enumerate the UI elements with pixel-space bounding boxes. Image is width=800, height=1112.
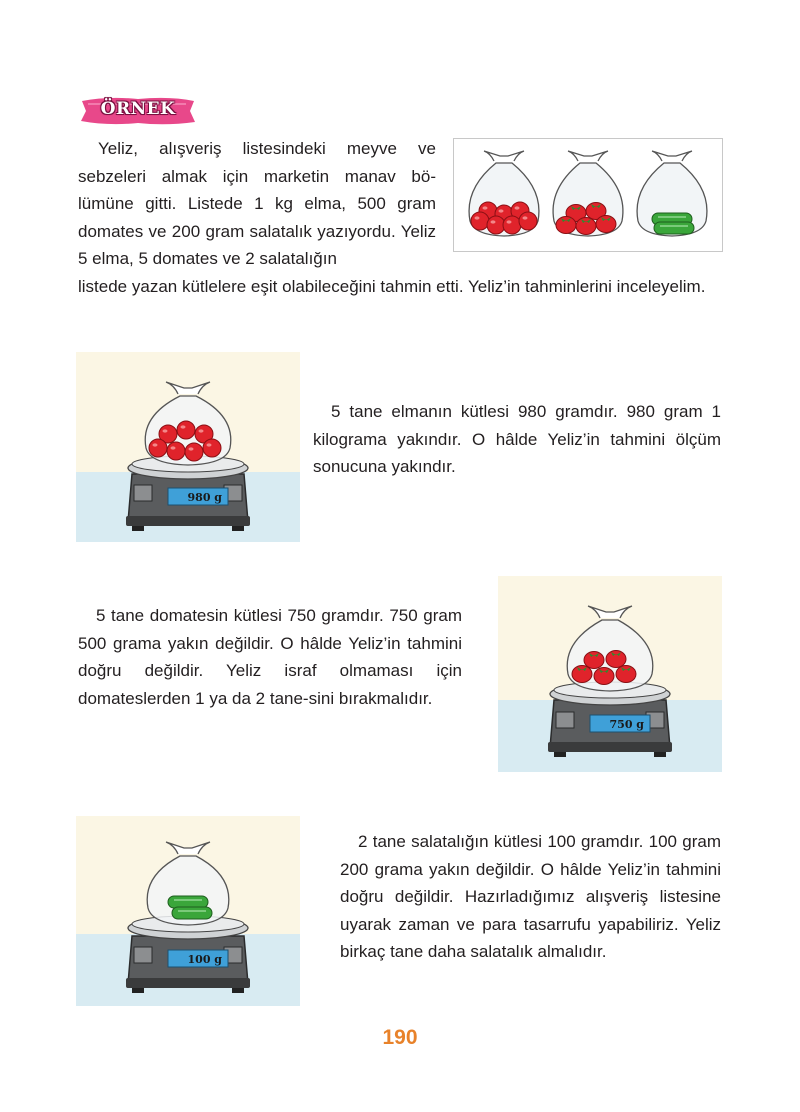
apple-scale-scene	[76, 352, 300, 542]
intro-line: domates ve 200 gram salatalık yazıyordu.	[78, 221, 396, 241]
intro-line: Yeliz 5 elma, 5 domates ve 2 salatalığın	[78, 221, 436, 268]
tomato-explanation: 5 tane domatesin kütlesi 750 gramdır. 750 gram 500 grama yakın değildir. O hâlde Yeliz’in tahmini doğru değildir. Yeliz israf olmaması için domateslerden 1 ya da 2 tane-sini bırakmalıdır.	[78, 606, 462, 708]
page-number: 190	[382, 1026, 418, 1049]
produce-bags-illustration	[453, 138, 723, 252]
tomato-scale-scene	[498, 576, 722, 772]
apple-explanation: 5 tane elmanın kütlesi 980 gramdır. 980 gram 1 kilograma yakındır. O hâlde Yeliz’in tahmini ölçüm sonucuna yakındır.	[313, 402, 721, 476]
cucumber-scale-scene	[76, 816, 300, 1006]
tomato-bag-icon	[553, 151, 623, 236]
intro-rest: listede yazan kütlelere eşit olabileceğini tahmin etti. Yeliz’in tahminlerini inceleyelim.	[78, 276, 706, 296]
scale-display-reading: 100 g	[187, 953, 222, 966]
intro-line: lümüne gitti. Listede 1 kg elma, 500 gram	[78, 194, 436, 213]
scale-display-reading: 980 g	[187, 491, 222, 504]
apple-bag-icon	[469, 151, 539, 236]
scale-display-reading: 750 g	[609, 718, 644, 731]
intro-line: Yeliz, alışveriş listesindeki meyve ve	[98, 139, 436, 158]
badge-label: ÖRNEK	[100, 99, 176, 119]
intro-line: sebzeleri almak için marketin manav bö-	[78, 166, 436, 186]
cucumber-bag-icon	[637, 151, 707, 236]
cucumber-explanation: 2 tane salatalığın kütlesi 100 gramdır. 100 gram 200 grama yakın değildir. O hâlde Yeliz’in tahmini doğru değildir. Hazırladığımız alışveriş listesine uyarak zaman ve para tasarrufu yapabiliriz. Yeliz birkaç tane daha salatalık almalıdır.	[340, 832, 721, 961]
intro-top-block	[78, 135, 436, 273]
example-badge	[78, 95, 198, 127]
